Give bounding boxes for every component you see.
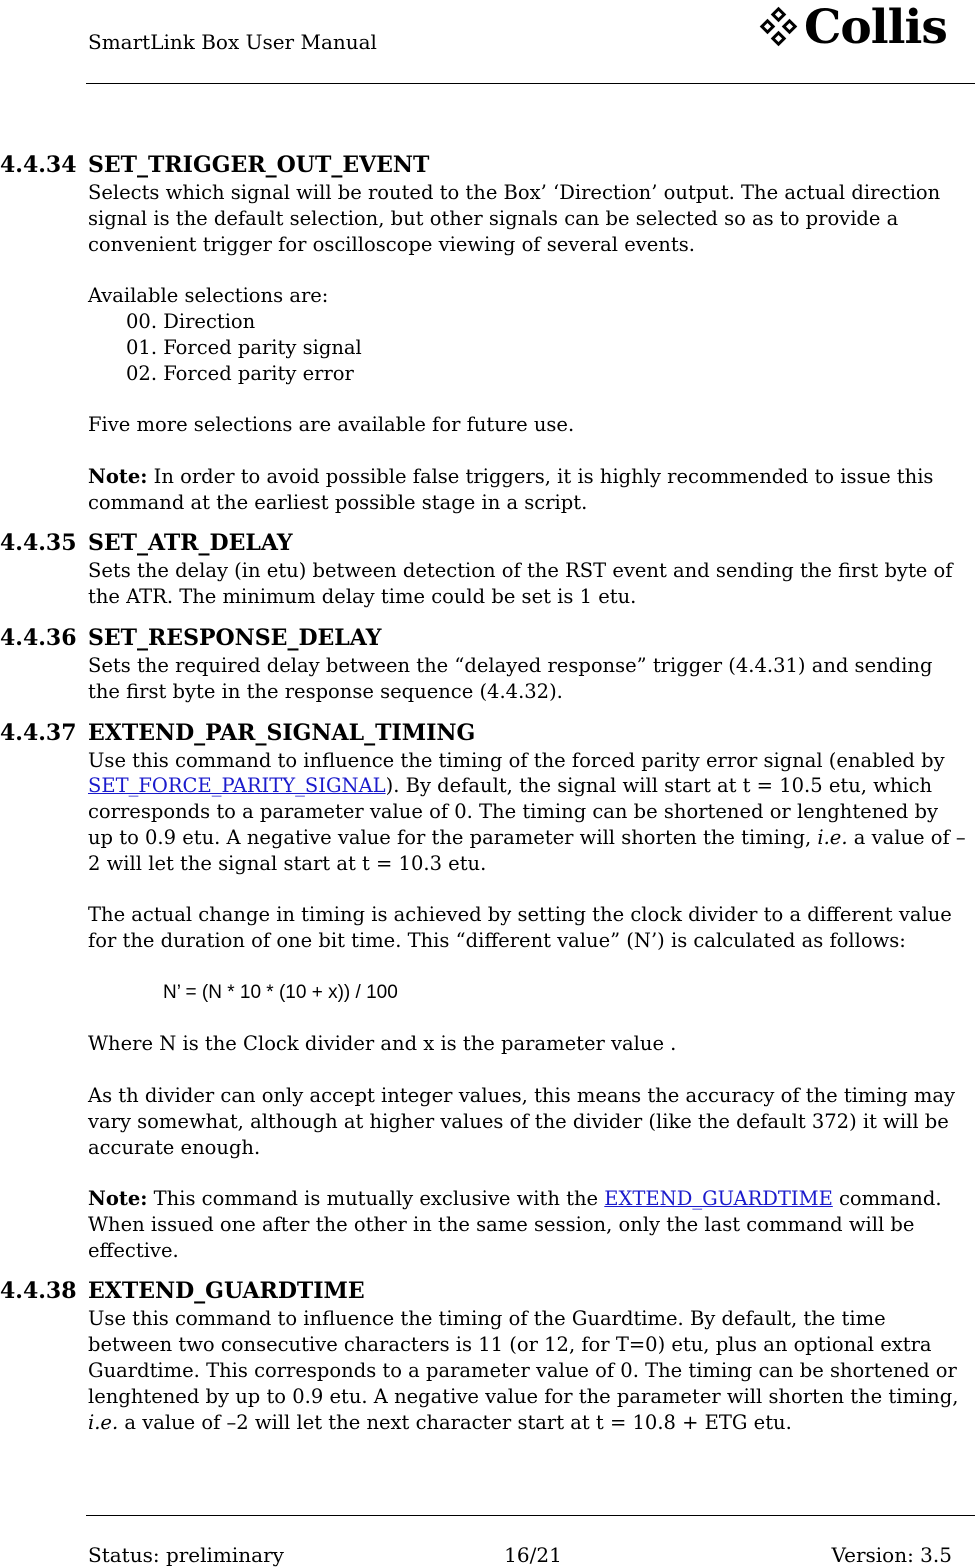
paragraph: Five more selections are available for future use. [88, 413, 575, 437]
formula: N’ = (N * 10 * (10 + x)) / 100 [163, 981, 398, 1003]
section-number: 4.4.38 [0, 1278, 77, 1305]
section-4-4-34 [0, 150, 975, 515]
paragraph: Where N is the Clock divider and x is the parameter value . [88, 1032, 677, 1056]
section-title: EXTEND_PAR_SIGNAL_TIMING [88, 719, 476, 746]
text-run: Use this command to influence the timing of the Guardtime. By default, the time between two consecutive characters is 11 (or 12, for T=0) etu, plus an optional extra Guardtime. This corresponds to a parameter value of 0. The timing can be shortened or lenghtened by up to 0.9 etu. A negative value for the parameter will shorten the timing, [88, 1307, 959, 1408]
paragraph: Sets the required delay between the “delayed response” trigger (4.4.31) and sending the first byte in the response sequence (4.4.32). [88, 653, 933, 703]
paragraph: The actual change in timing is achieved by setting the clock divider to a different value for the duration of one bit time. This “different value” (N’) is calculated as follows: [88, 903, 952, 953]
section-title: SET_ATR_DELAY [88, 530, 293, 557]
logo-text: Collis [804, 0, 947, 55]
footer-rule [86, 1515, 975, 1516]
note-paragraph [88, 1186, 968, 1263]
section-4-4-35 [0, 528, 975, 610]
section-4-4-38 [0, 1276, 975, 1435]
list-item: 01. Forced parity signal [126, 335, 362, 359]
note-paragraph [88, 464, 968, 516]
paragraph: Sets the delay (in etu) between detection of the RST event and sending the first byte of the ATR. The minimum delay time could be set is 1 etu. [88, 559, 953, 609]
diamond-logo-icon [758, 6, 802, 50]
footer-version: Version: 3.5 [831, 1543, 952, 1567]
text-run: a value of –2 will let the next character start at t = 10.8 + ETG etu. [118, 1410, 792, 1434]
note-label: Note: [88, 464, 148, 488]
text-run-italic: i.e. [817, 825, 848, 849]
text-run: Use this command to influence the timing of the forced parity error signal (enabled by [88, 748, 945, 772]
section-number: 4.4.37 [0, 719, 77, 746]
section-number: 4.4.34 [0, 152, 77, 178]
paragraph: As th divider can only accept integer values, this means the accuracy of the timing may vary somewhat, although at higher values of the divider (like the default 372) it will be accurate enough. [88, 1083, 956, 1159]
collis-logo [758, 2, 947, 54]
header-rule [86, 83, 975, 84]
paragraph [88, 1306, 968, 1435]
section-number: 4.4.36 [0, 624, 77, 651]
footer-status: Status: preliminary [88, 1543, 284, 1567]
paragraph: Available selections are: [88, 284, 329, 308]
section-title: EXTEND_GUARDTIME [88, 1278, 365, 1305]
extend-guardtime-link[interactable]: EXTEND_GUARDTIME [604, 1187, 833, 1211]
note-label: Note: [88, 1187, 148, 1211]
section-4-4-36 [0, 623, 975, 705]
section-title: SET_TRIGGER_OUT_EVENT [88, 152, 430, 178]
text-run: This command is mutually exclusive with the [147, 1187, 605, 1211]
text-run-italic: i.e. [88, 1410, 119, 1434]
list-item: 00. Direction [126, 309, 256, 333]
text-run: a value of –2 will let the signal start at t = 10.3 etu. [88, 825, 966, 875]
text-run: command. When issued one after the other in the same session, only the last command will be effective. [88, 1187, 942, 1262]
note-text: In order to avoid possible false triggers, it is highly recommended to issue this command at the earliest possible stage in a script. [88, 464, 934, 514]
document-body [0, 150, 975, 1435]
section-title: SET_RESPONSE_DELAY [88, 624, 382, 651]
section-4-4-37 [0, 718, 975, 1264]
set-force-parity-signal-link[interactable]: SET_FORCE_PARITY_SIGNAL [88, 774, 386, 798]
section-number: 4.4.35 [0, 530, 77, 557]
paragraph [88, 748, 968, 877]
text-run: ). By default, the signal will start at t = 10.5 etu, which corresponds to a parameter value of 0. The timing can be shortened or lenghtened by up to 0.9 etu. A negative value for the parameter will shorten the timing, [88, 774, 938, 849]
list-item: 02. Forced parity error [126, 361, 354, 385]
paragraph: Selects which signal will be routed to the Box’ ‘Direction’ output. The actual direction signal is the default selection, but other signals can be selected so as to provide a convenient trigger for oscilloscope viewing of several events. [88, 181, 941, 256]
footer-page-number: 16/21 [504, 1543, 562, 1567]
header-title: SmartLink Box User Manual [88, 30, 377, 54]
